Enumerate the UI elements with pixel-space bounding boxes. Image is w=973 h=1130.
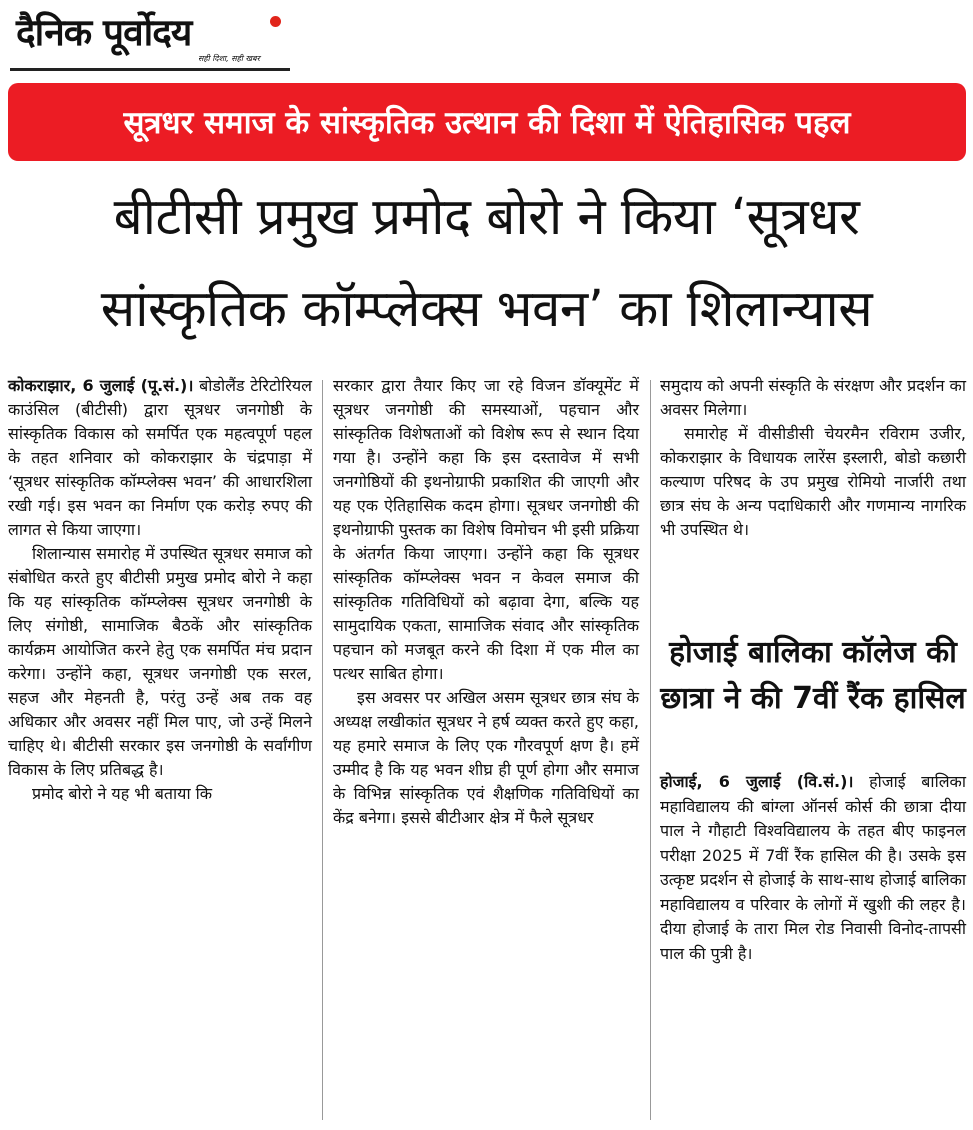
- story2-dateline: होजाई, 6 जुलाई (वि.सं.)।: [660, 772, 854, 791]
- article-paragraph-text: बोडोलैंड टेरिटोरियल काउंसिल (बीटीसी) द्वारा सूत्रधर जनगोष्ठी के सांस्कृतिक विकास को समर्पित एक महत्वपूर्ण पहल के तहत शनिवार को कोकराझार के चंद्रपाड़ा में ‘सूत्रधर सांस्कृतिक कॉम्प्लेक्स भवन’ की आधारशिला रखी गई। इस भवन का निर्माण एक करोड़ रुपए की लागत से किया जाएगा।: [8, 376, 312, 539]
- article-paragraph: समारोह में वीसीडीसी चेयरमैन रविराम उजीर, कोकराझार के विधायक लारेंस इस्लारी, बोडो कछारी कल्याण परिषद के उप प्रमुख रोमियो नार्जारी तथा छात्र संघ के अन्य पदाधिकारी और गणमान्य नागरिक भी उपस्थित थे।: [660, 424, 966, 539]
- masthead-title: दैनिक पूर्वोदय: [16, 11, 192, 54]
- kicker-banner: [8, 83, 966, 161]
- story2-paragraph: [660, 770, 966, 966]
- masthead-dot-icon: [270, 16, 281, 27]
- headline-line-2: सांस्कृतिक कॉम्प्लेक्स भवन’ का शिलान्यास: [100, 280, 873, 339]
- masthead: [10, 6, 310, 74]
- article-column-2: [333, 374, 639, 830]
- story2-headline: होजाई बालिका कॉलेज की छात्रा ने की 7वीं रैंक हासिल: [660, 635, 966, 716]
- article-dateline: कोकराझार, 6 जुलाई (पू.सं.)।: [8, 376, 194, 395]
- headline-line-1: बीटीसी प्रमुख प्रमोद बोरो ने किया ‘सूत्रधर: [113, 188, 860, 247]
- article-paragraph: सरकार द्वारा तैयार किए जा रहे विजन डॉक्यूमेंट में सूत्रधर जनगोष्ठी की समस्याओं, पहचान और सांस्कृतिक विशेषताओं को विशेष रूप से स्थान दिया गया है। उन्होंने कहा कि इस दस्तावेज में सभी जनगोष्ठियों की इथनोग्राफी प्रकाशित की जाएगी और यह एक ऐतिहासिक कदम होगा। सूत्रधर जनगोष्ठी की इथनोग्राफी पुस्तक का विशेष विमोचन भी इसी प्रक्रिया के अंतर्गत किया जाएगा। उन्होंने कहा कि सूत्रधर सांस्कृतिक कॉम्प्लेक्स भवन न केवल समाज की सांस्कृतिक गतिविधियों को बढ़ावा देगा, बल्कि यह सामुदायिक एकता, सामाजिक संवाद और सांस्कृतिक पहचान को मजबूत करने की दिशा में एक मील का पत्थर साबित होगा।: [333, 376, 639, 683]
- article-paragraph: [8, 374, 312, 542]
- article-column-3: [660, 374, 966, 542]
- article-paragraph: समुदाय को अपनी संस्कृति के संरक्षण और प्रदर्शन का अवसर मिलेगा।: [660, 376, 966, 419]
- main-headline: [20, 172, 953, 356]
- article-paragraph: प्रमोद बोरो ने यह भी बताया कि: [32, 784, 213, 803]
- masthead-tagline: सही दिशा, सही खबर: [198, 54, 260, 63]
- column-divider: [322, 380, 323, 1120]
- article-column-1: [8, 374, 312, 806]
- masthead-rule: [10, 68, 290, 71]
- article-paragraph: इस अवसर पर अखिल असम सूत्रधर छात्र संघ के अध्यक्ष लखीकांत सूत्रधर ने हर्ष व्यक्त करते हुए कहा, यह हमारे समाज के लिए एक गौरवपूर्ण क्षण है। हमें उम्मीद है कि यह भवन शीघ्र ही पूर्ण होगा और समाज के विभिन्न सांस्कृतिक एवं शैक्षणिक गतिविधियों का केंद्र बनेगा। इससे बीटीआर क्षेत्र में फैले सूत्रधर: [333, 688, 639, 827]
- story2-text: होजाई बालिका महाविद्यालय की बांग्ला ऑनर्स कोर्स की छात्रा दीया पाल ने गौहाटी विश्वविद्यालय के तहत बीए फाइनल परीक्षा 2025 में 7वीं रैंक हासिल की है। उसके इस उत्कृष्ट प्रदर्शन से होजाई के साथ-साथ होजाई बालिका महाविद्यालय व परिवार के लोगों में खुशी की लहर है। दीया होजाई के तारा मिल रोड निवासी विनोद-तापसी पाल की पुत्री है।: [660, 772, 966, 963]
- article-paragraph: शिलान्यास समारोह में उपस्थित सूत्रधर समाज को संबोधित करते हुए बीटीसी प्रमुख प्रमोद बोरो ने कहा कि यह सांस्कृतिक कॉम्प्लेक्स सूत्रधर जनगोष्ठी के लिए संगोष्ठी, सामाजिक बैठकें और सांस्कृतिक कार्यक्रम आयोजित करने हेतु एक समर्पित मंच प्रदान करेगा। उन्होंने कहा, सूत्रधर जनगोष्ठी एक सरल, सहज और मेहनती है, परंतु उन्हें अब तक वह अधिकार और अवसर नहीं मिल पाए, जो उन्हें मिलने चाहिए थे। बीटीसी सरकार इस जनगोष्ठी के सर्वांगीण विकास के लिए प्रतिबद्ध है।: [8, 544, 312, 779]
- column-divider: [650, 380, 651, 1120]
- story2-body: [660, 770, 966, 966]
- kicker-text: सूत्रधर समाज के सांस्कृतिक उत्थान की दिशा में ऐतिहासिक पहल: [123, 105, 851, 141]
